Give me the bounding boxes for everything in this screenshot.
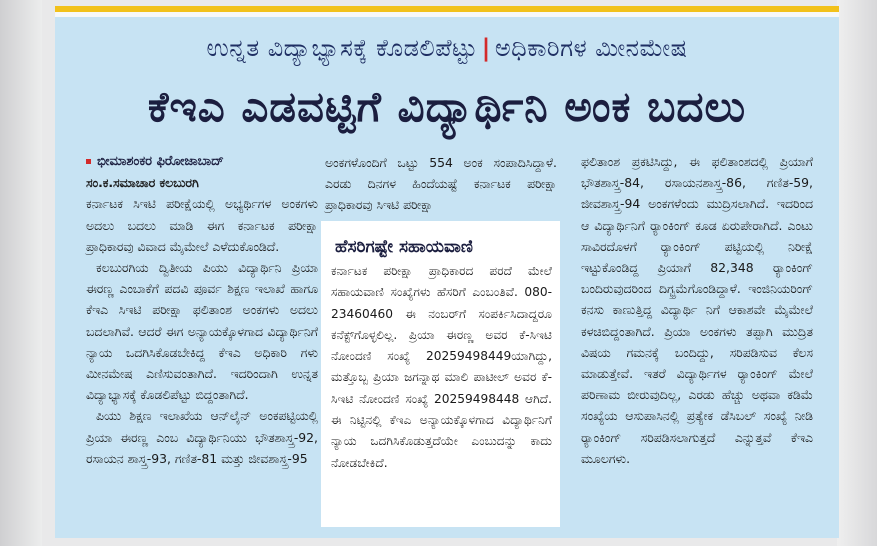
page-title: ಕೆಇಎ ಎಡವಟ್ಟಿಗೆ ವಿದ್ಯಾರ್ಥಿನಿ ಅಂಕ ಬದಲು [147, 82, 747, 131]
kicker-separator: | [481, 34, 491, 62]
column-1 [86, 151, 318, 469]
divider [55, 12, 839, 17]
byline [86, 151, 318, 172]
paragraph: ಪಿಯು ಶಿಕ್ಷಣ ಇಲಾಖೆಯ ಆನ್‌ಲೈನ್ ಅಂಕಪಟ್ಟಿಯಲ್ಲಿ ಪ್ರಿಯಾ ಈರಣ್ಣ ಎಂಬ ವಿದ್ಯಾರ್ಥಿನಿಯು ಭೌತಶಾಸ್ತ್ರ-92, ರಸಾಯನ ಶಾಸ್ತ್ರ-93, ಗಣಿತ-81 ಮತ್ತು ಜೀವಶಾಸ್ತ್ರ-95 [86, 408, 318, 466]
newspaper-clipping [55, 6, 839, 538]
kicker-right: ಅಧಿಕಾರಿಗಳ ಮೀನಮೇಷ [494, 34, 688, 62]
photo-left-shadow [0, 0, 42, 546]
paragraph: ಅಂಕಗಳೊಂದಿಗೆ ಒಟ್ಟು 554 ಅಂಕ ಸಂಪಾದಿಸಿದ್ದಾಳೆ. ಎರಡು ದಿನಗಳ ಹಿಂದೆಯಷ್ಟೆ ಕರ್ನಾಟಕ ಪರೀಕ್ಷಾ ಪ್ರಾಧಿಕಾರವು ಸಿಇಟಿ ಪರೀಕ್ಷಾ [325, 155, 557, 213]
kicker-line [55, 34, 839, 62]
kicker-left: ಉನ್ನತ ವಿದ್ಯಾಭ್ಯಾಸಕ್ಕೆ ಕೊಡಲಿಪೆಟ್ಟು [206, 34, 478, 62]
photo-right-shadow [837, 0, 877, 546]
box-body: ಕರ್ನಾಟಕ ಪರೀಕ್ಷಾ ಪ್ರಾಧಿಕಾರದ ಪರದೆ ಮೇಲೆ ಸಹಾಯವಾಣಿ ಸಂಖ್ಯೆಗಳು ಹೆಸರಿಗೆ ಎಂಬಂತಿವೆ. 080-23460460 ಈ ನಂಬರ್‌ಗೆ ಸಂಪರ್ಕಿಸಿದಾದ್ದರೂ ಕನೆಕ್ಟ್‌ಗೊಳ್ಳಲಿಲ್ಲ. ಪ್ರಿಯಾ ಈರಣ್ಣ ಅವರ ಕೆ-ಸಿಇಟಿ ನೋಂದಣಿ ಸಂಖ್ಯೆ 20259498449ಯಾಗಿದ್ದು, ಮತ್ತೊಬ್ಬ ಪ್ರಿಯಾ ಜಗನ್ನಾಥ ಮಾಲಿ ಪಾಟೀಲ್ ಅವರ ಕೆ-ಸಿಇಟಿ ನೋಂದಣಿ ಸಂಖ್ಯೆ 20259498448 ಆಗಿದೆ. ಈ ನಿಟ್ಟಿನಲ್ಲಿ ಕೆಇಎ ಅನ್ಯಾಯಕ್ಕೊಳಗಾದ ವಿದ್ಯಾರ್ಥಿನಿಗೆ ನ್ಯಾಯ ಒದಗಿಸಿಕೊಡುತ್ತದೆಯೇ ಎಂಬುದನ್ನು ಕಾದು ನೋಡಬೇಕಿದೆ. [331, 264, 552, 470]
bullet-icon [86, 159, 91, 164]
box-title: ಹೆಸರಿಗಷ್ಟೇ ಸಹಾಯವಾಣಿ [335, 237, 473, 257]
paragraph: ಕರ್ನಾಟಕ ಸಿಇಟಿ ಪರೀಕ್ಷೆಯಲ್ಲಿ ಅಭ್ಯರ್ಥಿಗಳ ಅಂಕಗಳು ಅದಲು ಬದಲು ಮಾಡಿ ಈಗ ಕರ್ನಾಟಕ ಪರೀಕ್ಷಾ ಪ್ರಾಧಿಕಾರವು ವಿವಾದ ಮೈಮೇಲೆ ಎಳೆದುಕೊಂಡಿದೆ. [86, 196, 318, 254]
author-name: ಭೀಮಾಶಂಕರ ಫಿರೋಜಾಬಾದ್ [97, 154, 224, 169]
sidebar-box [321, 221, 560, 527]
paragraph: ಫಲಿತಾಂಶ ಪ್ರಕಟಿಸಿದ್ದು, ಈ ಫಲಿತಾಂಶದಲ್ಲಿ ಪ್ರಿಯಾಗೆ ಭೌತಶಾಸ್ತ್ರ-84, ರಸಾಯನಶಾಸ್ತ್ರ-86, ಗಣಿತ-59, ಜೀವಶಾಸ್ತ್ರ-94 ಅಂಕಗಳೆಂದು ಮುದ್ರಿಸಲಾಗಿದೆ. ಇದರಿಂದ ಆ ವಿದ್ಯಾರ್ಥಿನಿಗೆ ರ‍್ಯಾಂಕಿಂಗ್ ಕೂಡ ಏರುಪೇರಾಗಿದೆ. ಎಂಟು ಸಾವಿರದೊಳಗೆ ರ‍್ಯಾಂಕಿಂಗ್ ಪಟ್ಟಿಯಲ್ಲಿ ನಿರೀಕ್ಷೆ ಇಟ್ಟುಕೊಂಡಿದ್ದ ಪ್ರಿಯಾಗೆ 82,348 ರ‍್ಯಾಂಕಿಂಗ್ ಬಂದಿರುವುದರಿಂದ ದಿಗ್ಭ್ರಮೆಗೊಂಡಿದ್ದಾಳೆ. ಇಂಜಿನಿಯರಿಂಗ್ ಕನಸು ಕಾಣುತ್ತಿದ್ದ ವಿದ್ಯಾರ್ಥಿ ನಿಗೆ ಆಕಾಶವೇ ಮೈಮೇಲೆ ಕಳಚಿಬಿದ್ದಂತಾಗಿದೆ. ಪ್ರಿಯಾ ಅಂಕಗಳು ತಪ್ಪಾಗಿ ಮುದ್ರಿತ ವಿಷಯ ಗಮನಕ್ಕೆ ಬಂದಿದ್ದು, ಸರಿಪಡಿಸುವ ಕೆಲಸ ಮಾಡುತ್ತೇವೆ. ಇತರೆ ವಿದ್ಯಾರ್ಥಿಗಳ ರ‍್ಯಾಂಕಿಂಗ್ ಮೇಲೆ ಪರಿಣಾಮ ಬೀರುವುದಿಲ್ಲ, ಎರಡು ಹೆಚ್ಚು ಅಥವಾ ಕಡಿಮೆ ಸಂಖ್ಯೆಯ ಆಸುಪಾಸಿನಲ್ಲಿ ಪ್ರತ್ಯೇಕ ಡೆಸಿಬಲ್ ಸಂಖ್ಯೆ ನೀಡಿ ರ‍್ಯಾಂಕಿಂಗ್ ಸರಿಪಡಿಸಲಾಗುತ್ತದೆ ಎನ್ನುತ್ತವೆ ಕೆಇಎ ಮೂಲಗಳು. [581, 154, 813, 466]
column-3 [581, 151, 813, 469]
dateline: ಸಂ.ಕ.ಸಮಾಚಾರ ಕಲಬುರಗಿ [86, 175, 199, 191]
paragraph: ಕಲಬುರಗಿಯ ದ್ವಿತೀಯ ಪಿಯು ವಿದ್ಯಾರ್ಥಿನಿ ಪ್ರಿಯಾ ಈರಣ್ಣ ಎಂಬಾಕೆಗೆ ಪದವಿ ಪೂರ್ವ ಶಿಕ್ಷಣ ಇಲಾಖೆ ಹಾಗೂ ಕೆಇಎ ಸಿಇಟಿ ಪರೀಕ್ಷಾ ಫಲಿತಾಂಶ ಅಂಕಗಳು ಅದಲು ಬದಲಾಗಿವೆ. ಆದರೆ ಈಗ ಅನ್ಯಾಯಕ್ಕೊಳಗಾದ ವಿದ್ಯಾರ್ಥಿನಿಗೆ ನ್ಯಾಯ ಒದಗಿಸಿಕೊಡಬೇಕಿದ್ದ ಕೆಇಎ ಅಧಿಕಾರಿ ಗಳು ಮೀನಮೇಷ ಎಣಿಸುವಂತಾಗಿದೆ. ಇದರಿಂದಾಗಿ ಉನ್ನತ ವಿದ್ಯಾಭ್ಯಾಸಕ್ಕೆ ಕೊಡಲಿಪೆಟ್ಟು ಬಿದ್ದಂತಾಗಿದೆ. [86, 260, 318, 403]
column-2 [325, 152, 557, 216]
